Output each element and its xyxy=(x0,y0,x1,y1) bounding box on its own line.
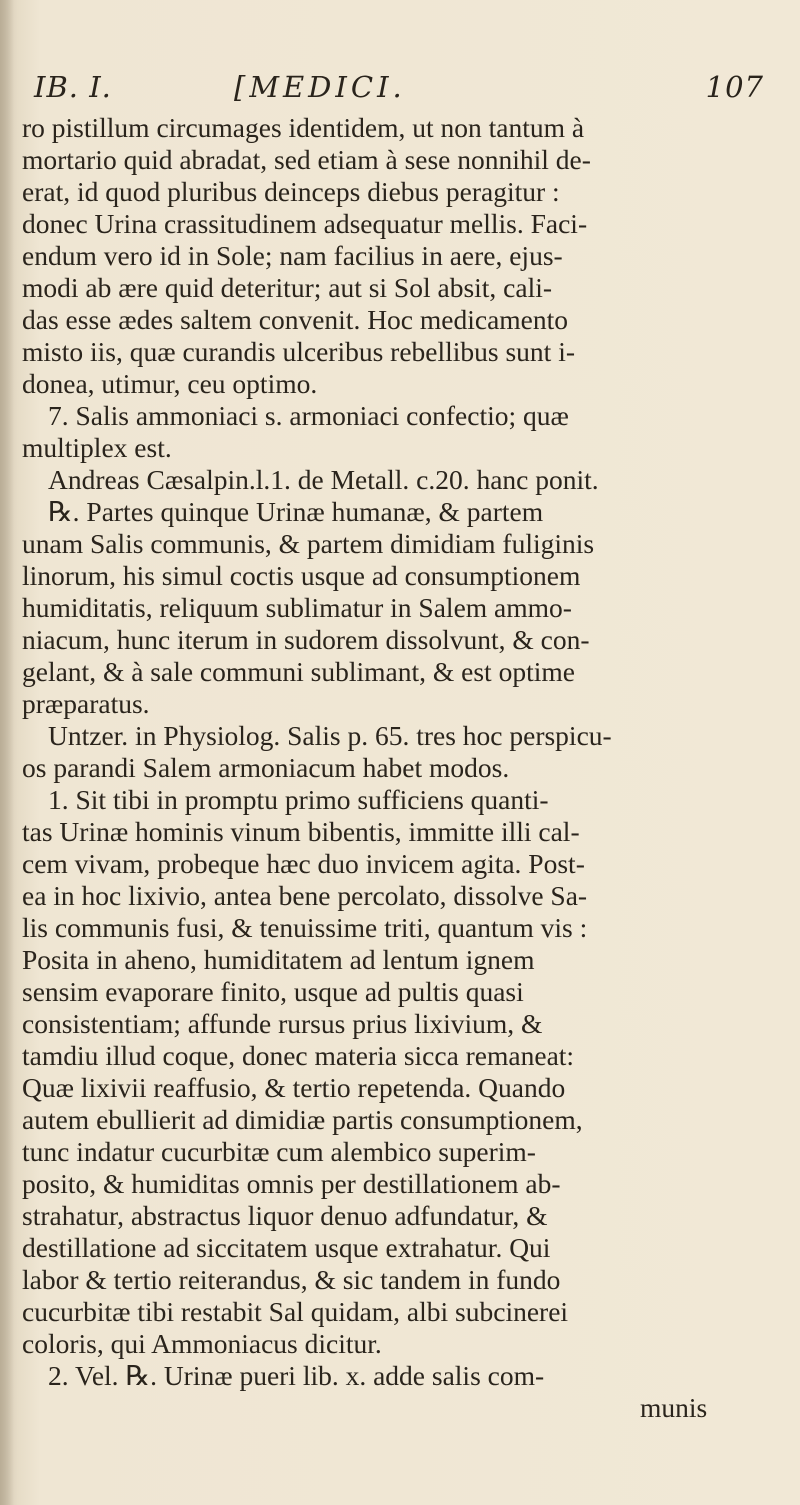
header-section-mark: IB. I. xyxy=(34,70,112,104)
text-line: modi ab ære quid deteritur; aut si Sol absit, cali- xyxy=(22,272,553,303)
text-line: Quæ lixivii reaffusio, & tertio repetenda. Quando xyxy=(22,1072,566,1103)
text-line: tamdiu illud coque, donec materia sicca remaneat: xyxy=(22,1040,575,1071)
text-line: os parandi Salem armoniacum habet modos. xyxy=(22,752,510,783)
text-line: erat, id quod pluribus deinceps diebus peragitur : xyxy=(22,176,560,207)
text-line: præparatus. xyxy=(22,688,150,719)
text-line: cem vivam, probeque hæc duo invicem agita. Post- xyxy=(22,848,585,879)
text-line: misto iis, quæ curandis ulceribus rebellibus sunt i- xyxy=(22,336,575,367)
binding-gutter-shadow xyxy=(0,0,14,1505)
text-line: coloris, qui Ammoniacus dicitur. xyxy=(22,1328,382,1359)
text-line: endum vero id in Sole; nam facilius in aere, ejus- xyxy=(22,240,563,271)
text-line: labor & tertio reiterandus, & sic tandem in fundo xyxy=(22,1264,561,1295)
text-line: donec Urina crassitudinem adsequatur mellis. Faci- xyxy=(22,208,588,239)
running-header xyxy=(24,70,764,110)
text-line: strahatur, abstractus liquor denuo adfundatur, & xyxy=(22,1200,548,1231)
text-line: gelant, & à sale communi sublimant, & est optime xyxy=(22,656,575,687)
text-line: Andreas Cæsalpin.l.1. de Metall. c.20. hanc ponit. xyxy=(48,464,599,495)
text-line: ea in hoc lixivio, antea bene percolato, dissolve Sa- xyxy=(22,880,588,911)
text-line: niacum, hunc iterum in sudorem dissolvunt, & con- xyxy=(22,624,590,655)
text-line: 7. Salis ammoniaci s. armoniaci confectio; quæ xyxy=(48,400,569,431)
text-line: destillatione ad siccitatem usque extrahatur. Qui xyxy=(22,1232,551,1263)
text-line: autem ebullierit ad dimidiæ partis consumptionem, xyxy=(22,1104,583,1135)
text-line: humiditatis, reliquum sublimatur in Salem ammo- xyxy=(22,592,572,623)
text-line: linorum, his simul coctis usque ad consumptionem xyxy=(22,560,581,591)
text-line: donea, utimur, ceu optimo. xyxy=(22,368,318,399)
text-line: mortario quid abradat, sed etiam à sese nonnihil de- xyxy=(22,144,591,175)
text-line: Posita in aheno, humiditatem ad lentum ignem xyxy=(22,944,535,975)
text-line: consistentiam; affunde rursus prius lixivium, & xyxy=(22,1008,543,1039)
text-line: das esse ædes saltem convenit. Hoc medicamento xyxy=(22,304,569,335)
catchword: munis xyxy=(640,1392,708,1423)
text-line: ro pistillum circumages identidem, ut non tantum à xyxy=(22,112,585,143)
text-line: cucurbitæ tibi restabit Sal quidam, albi subcinerei xyxy=(22,1296,569,1327)
header-title: [MEDICI. xyxy=(234,70,406,104)
text-line: ℞. Partes quinque Urinæ humanæ, & partem xyxy=(48,496,544,527)
text-line: sensim evaporare finito, usque ad pultis quasi xyxy=(22,976,524,1007)
text-line: lis communis fusi, & tenuissime triti, quantum vis : xyxy=(22,912,588,943)
text-line: multiplex est. xyxy=(22,432,172,463)
text-line: unam Salis communis, & partem dimidiam fuliginis xyxy=(22,528,595,559)
page-number: 107 xyxy=(705,70,764,104)
text-line: tas Urinæ hominis vinum bibentis, immitte illi cal- xyxy=(22,816,580,847)
text-line: posito, & humiditas omnis per destillationem ab- xyxy=(22,1168,561,1199)
text-line: Untzer. in Physiolog. Salis p. 65. tres hoc perspicu- xyxy=(48,720,612,751)
text-line: 1. Sit tibi in promptu primo sufficiens quanti- xyxy=(48,784,549,815)
text-line: 2. Vel. ℞. Urinæ pueri lib. x. adde salis com- xyxy=(48,1360,545,1391)
text-line: tunc indatur cucurbitæ cum alembico superim- xyxy=(22,1136,536,1167)
